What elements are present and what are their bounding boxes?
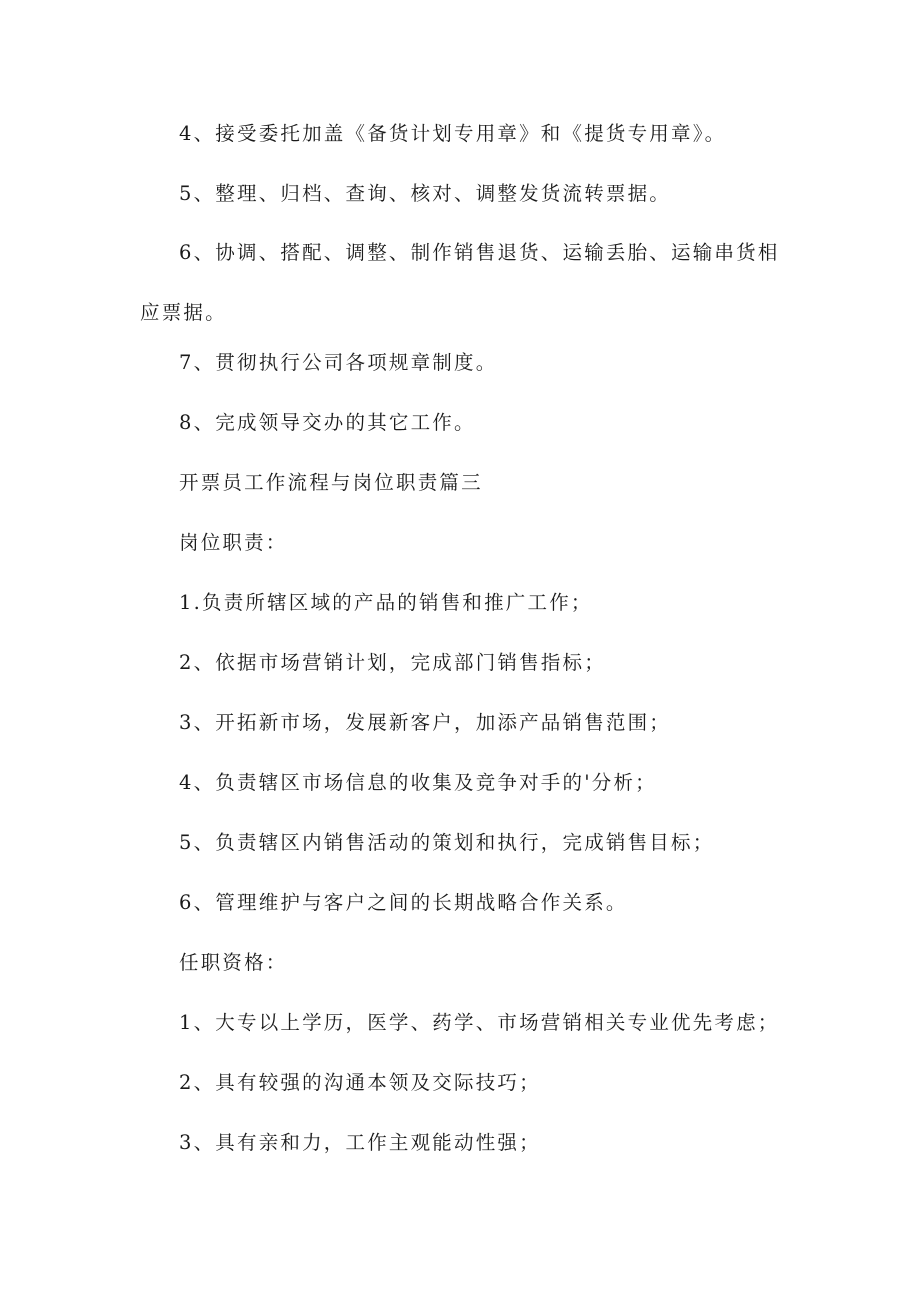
paragraph-duty-7: 7、贯彻执行公司各项规章制度。 <box>179 351 498 374</box>
heading-responsibilities: 岗位职责： <box>179 531 288 554</box>
responsibility-6: 6、管理维护与客户之间的长期战略合作关系。 <box>179 891 628 914</box>
paragraph-duty-8: 8、完成领导交办的其它工作。 <box>179 411 476 434</box>
paragraph-duty-4: 4、接受委托加盖《备货计划专用章》和《提货专用章》。 <box>179 122 727 145</box>
responsibility-3: 3、开拓新市场，发展新客户，加添产品销售范围； <box>179 711 672 734</box>
paragraph-duty-5: 5、整理、归档、查询、核对、调整发货流转票据。 <box>179 182 672 205</box>
responsibility-4: 4、负责辖区市场信息的收集及竞争对手的'分析； <box>179 771 657 794</box>
qualification-3: 3、具有亲和力，工作主观能动性强； <box>179 1131 541 1154</box>
heading-qualifications: 任职资格： <box>179 951 288 974</box>
qualification-1: 1、大专以上学历，医学、药学、市场营销相关专业优先考虑； <box>179 1011 780 1034</box>
paragraph-duty-6: 6、协调、搭配、调整、制作销售退货、运输丢胎、运输串货相应票据。 <box>140 241 780 324</box>
section-title: 开票员工作流程与岗位职责篇三 <box>179 471 483 494</box>
qualification-2: 2、具有较强的沟通本领及交际技巧； <box>179 1071 541 1094</box>
responsibility-2: 2、依据市场营销计划，完成部门销售指标； <box>179 651 606 674</box>
responsibility-5: 5、负责辖区内销售活动的策划和执行，完成销售目标； <box>179 831 715 854</box>
responsibility-1: 1.负责所辖区域的产品的销售和推广工作； <box>179 591 593 614</box>
